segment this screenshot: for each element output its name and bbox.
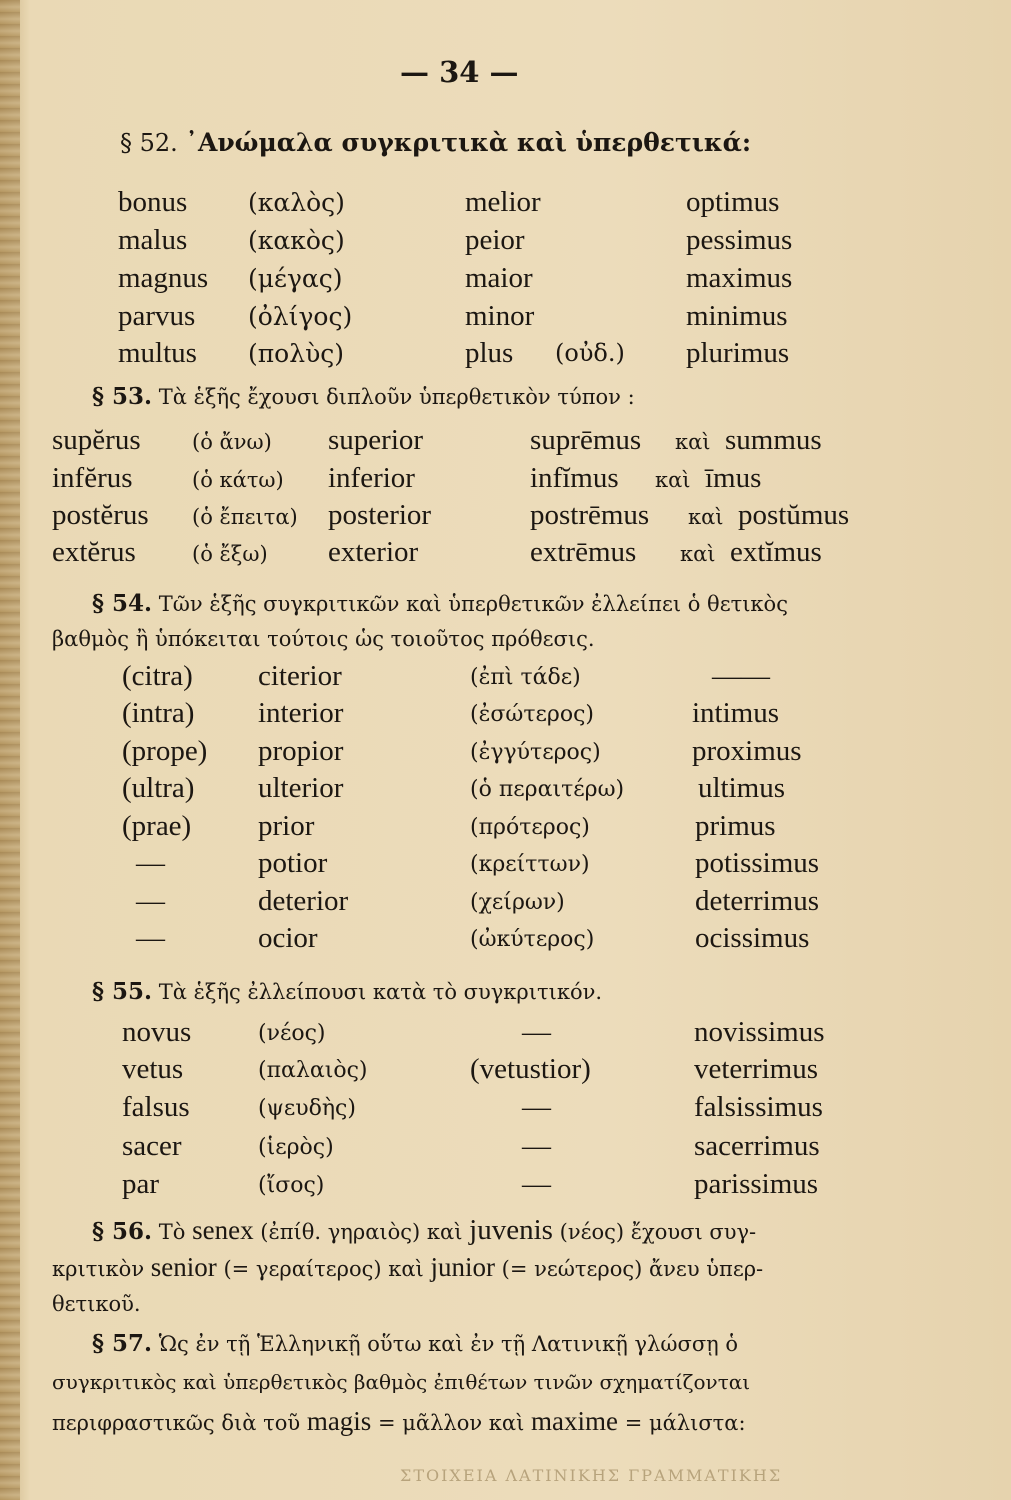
- s53-gr-4: (ὁ ἔξω): [192, 542, 268, 566]
- s52-comp-3: maior: [465, 262, 533, 294]
- section-57-line3: [52, 1406, 746, 1437]
- s56-text-3: (νέος) ἔχουσι συγ-: [559, 1220, 757, 1244]
- section-54-line1: [92, 590, 788, 617]
- section-57-label: § 57.: [92, 1330, 153, 1357]
- s52-sup-5: plurimus: [686, 337, 790, 369]
- s53-pos-3: postĕrus: [52, 499, 149, 531]
- s54-gr-8: (ὠκύτερος): [470, 927, 595, 952]
- s56-text-2: (ἐπίθ. γηραιὸς) καὶ: [260, 1220, 463, 1244]
- s55-comp-4: —: [522, 1130, 551, 1162]
- s54-comp-4: ulterior: [258, 772, 344, 804]
- s54-prep-7: —: [136, 885, 165, 917]
- s56-senex: senex: [192, 1215, 254, 1245]
- section-55-text: Τὰ ἑξῆς ἐλλείπουσι κατὰ τὸ συγκριτικόν.: [158, 980, 603, 1004]
- s53-sup2-2: īmus: [705, 462, 762, 494]
- s55-gr-3: (ψευδὴς): [258, 1096, 356, 1121]
- s56-junior: junior: [430, 1252, 495, 1282]
- s56-text-6: (= νεώτερος) ἄνευ ὑπερ-: [501, 1257, 764, 1281]
- s54-comp-8: ocior: [258, 922, 318, 954]
- section-52-label: § 52.: [120, 129, 178, 157]
- s52-gr-1: (καλὸς): [248, 188, 345, 217]
- s56-juvenis: juvenis: [469, 1214, 553, 1246]
- s57-text-1: περιφραστικῶς διὰ τοῦ: [52, 1411, 301, 1435]
- s54-sup-2: intimus: [692, 697, 780, 729]
- s54-gr-4: (ὁ περαιτέρω): [470, 777, 625, 802]
- s53-sup2-4: extĭmus: [730, 536, 822, 568]
- s54-gr-1: (ἐπὶ τάδε): [470, 665, 581, 690]
- s53-sup2-1: summus: [725, 424, 822, 456]
- book-spine-edge: [0, 0, 20, 1500]
- section-53-label: § 53.: [92, 383, 153, 410]
- s56-text-7: θετικοῦ.: [52, 1292, 141, 1316]
- s54-comp-7: deterior: [258, 885, 349, 917]
- s54-comp-6: potior: [258, 847, 328, 879]
- s53-comp-3: posterior: [328, 499, 432, 531]
- s55-gr-4: (ἱερὸς): [258, 1135, 334, 1160]
- s53-pos-4: extĕrus: [52, 536, 136, 568]
- s57-text-3: = μάλιστα:: [624, 1411, 746, 1435]
- s54-comp-2: interior: [258, 697, 344, 729]
- s55-comp-1: —: [522, 1016, 551, 1048]
- section-53-heading: [92, 383, 635, 410]
- s52-pos-2: malus: [118, 224, 188, 256]
- s56-text-1: Τὸ: [158, 1220, 186, 1244]
- s52-pos-1: bonus: [118, 186, 188, 218]
- s54-prep-2: (intra): [122, 697, 195, 729]
- s55-comp-3: —: [522, 1091, 551, 1123]
- s52-sup-1: optimus: [686, 186, 780, 218]
- s56-text-5: (= γεραίτερος) καὶ: [223, 1257, 424, 1281]
- s52-sup-4: minimus: [686, 300, 788, 332]
- s52-pos-5: multus: [118, 337, 197, 369]
- s56-senior: senior: [150, 1252, 217, 1282]
- s55-gr-1: (νέος): [258, 1021, 326, 1046]
- s57-text-2: = μᾶλλον καὶ: [378, 1411, 525, 1435]
- s54-gr-6: (κρείττων): [470, 852, 590, 877]
- s54-gr-5: (πρότερος): [470, 815, 590, 840]
- s53-gr-1: (ὁ ἄνω): [192, 430, 272, 454]
- s55-pos-4: sacer: [122, 1130, 182, 1162]
- s54-comp-1: citerior: [258, 660, 342, 692]
- section-56-label: § 56.: [92, 1218, 153, 1245]
- section-57-text-line1: Ὡς ἐν τῇ Ἑλληνικῇ οὕτω καὶ ἐν τῇ Λατινικῇ γλώσσῃ ὁ: [158, 1332, 739, 1356]
- s53-sup2-3: postŭmus: [738, 499, 850, 531]
- s55-sup-5: parissimus: [694, 1168, 819, 1200]
- section-55-label: § 55.: [92, 978, 153, 1005]
- section-53-text: Τὰ ἑξῆς ἔχουσι διπλοῦν ὑπερθετικὸν τύπον :: [158, 385, 635, 409]
- s52-pos-4: parvus: [118, 300, 196, 332]
- s54-gr-2: (ἐσώτερος): [470, 702, 594, 727]
- s52-pos-3: magnus: [118, 262, 209, 294]
- bleed-through-footer: ΣΤΟΙΧΕΙΑ ΛΑΤΙΝΙΚΗΣ ΓΡΑΜΜΑΤΙΚΗΣ: [400, 1466, 783, 1485]
- section-57-line1: [92, 1330, 738, 1357]
- section-55-heading: [92, 978, 602, 1005]
- s53-pos-2: infĕrus: [52, 462, 133, 494]
- s53-and-2: καὶ: [655, 468, 691, 492]
- s54-prep-1: (citra): [122, 660, 193, 692]
- s54-sup-4: ultimus: [698, 772, 786, 804]
- s52-comp-4: minor: [465, 300, 535, 332]
- s54-sup-8: ocissimus: [695, 922, 810, 954]
- s55-gr-2: (παλαιὸς): [258, 1058, 368, 1083]
- s54-sup-7: deterrimus: [695, 885, 820, 917]
- s55-pos-3: falsus: [122, 1091, 190, 1123]
- s53-gr-2: (ὁ κάτω): [192, 468, 284, 492]
- s52-sup-3: maximus: [686, 262, 793, 294]
- s52-note-5: (οὐδ.): [555, 339, 625, 367]
- s54-prep-3: (prope): [122, 735, 208, 767]
- s53-and-1: καὶ: [675, 430, 711, 454]
- s53-pos-1: supĕrus: [52, 424, 141, 456]
- section-56-line2: [52, 1252, 763, 1283]
- s52-sup-2: pessimus: [686, 224, 793, 256]
- s54-sup-6: potissimus: [695, 847, 820, 879]
- s53-comp-1: superior: [328, 424, 424, 456]
- s56-text-4: κριτικὸν: [52, 1257, 145, 1281]
- s53-sup1-2: infĭmus: [530, 462, 619, 494]
- s54-prep-8: —: [136, 922, 165, 954]
- s53-sup1-3: postrēmus: [530, 499, 650, 531]
- s55-pos-2: vetus: [122, 1053, 184, 1085]
- section-52-heading: [120, 128, 751, 157]
- s54-prep-6: —: [136, 847, 165, 879]
- s55-sup-3: falsissimus: [694, 1091, 823, 1123]
- s53-sup1-4: extrēmus: [530, 536, 637, 568]
- s52-gr-2: (κακὸς): [248, 226, 345, 255]
- s52-comp-5: plus: [465, 337, 514, 369]
- s52-comp-2: peior: [465, 224, 525, 256]
- s52-gr-3: (μέγας): [248, 264, 343, 293]
- s54-prep-4: (ultra): [122, 772, 195, 804]
- s55-sup-4: sacerrimus: [694, 1130, 820, 1162]
- section-54-text-line2: βαθμὸς ἢ ὑπόκειται τούτοις ὡς τοιοῦτος πρόθεσις.: [52, 627, 595, 651]
- s55-pos-5: par: [122, 1168, 160, 1200]
- s54-sup-3: proximus: [692, 735, 802, 767]
- s52-gr-5: (πολὺς): [248, 339, 345, 368]
- s55-comp-2: (vetustior): [470, 1053, 591, 1085]
- s55-pos-1: novus: [122, 1016, 192, 1048]
- s53-comp-2: inferior: [328, 462, 415, 494]
- s54-comp-5: prior: [258, 810, 315, 842]
- section-54-text-line1: Τῶν ἑξῆς συγκριτικῶν καὶ ὑπερθετικῶν ἐλλείπει ὁ θετικὸς: [158, 592, 788, 616]
- s53-gr-3: (ὁ ἔπειτα): [192, 505, 298, 529]
- s54-sup-5: primus: [695, 810, 776, 842]
- s55-gr-5: (ἴσος): [258, 1173, 325, 1198]
- section-54-label: § 54.: [92, 590, 153, 617]
- s53-and-4: καὶ: [680, 542, 716, 566]
- s53-comp-4: exterior: [328, 536, 419, 568]
- s53-sup1-1: suprēmus: [530, 424, 642, 456]
- s54-gr-7: (χείρων): [470, 890, 565, 915]
- s53-and-3: καὶ: [688, 505, 724, 529]
- s52-gr-4: (ὀλίγος): [248, 302, 353, 331]
- s54-prep-5: (prae): [122, 810, 192, 842]
- page-number: — 34 —: [400, 55, 519, 89]
- s55-sup-1: novissimus: [694, 1016, 825, 1048]
- s57-magis: magis: [306, 1406, 372, 1436]
- s52-comp-1: melior: [465, 186, 541, 218]
- s54-sup-1: ——: [712, 660, 770, 692]
- s55-sup-2: veterrimus: [694, 1053, 819, 1085]
- s54-comp-3: propior: [258, 735, 344, 767]
- section-56-line1: [92, 1214, 756, 1247]
- section-52-title: ᾿Ανώμαλα συγκριτικὰ καὶ ὑπερθετικά:: [185, 128, 752, 157]
- s54-gr-3: (ἐγγύτερος): [470, 740, 601, 765]
- s57-maxime: maxime: [531, 1406, 619, 1436]
- s55-comp-5: —: [522, 1168, 551, 1200]
- section-57-text-line2: συγκριτικὸς καὶ ὑπερθετικὸς βαθμὸς ἐπιθέτων τινῶν σχηματίζονται: [52, 1370, 751, 1394]
